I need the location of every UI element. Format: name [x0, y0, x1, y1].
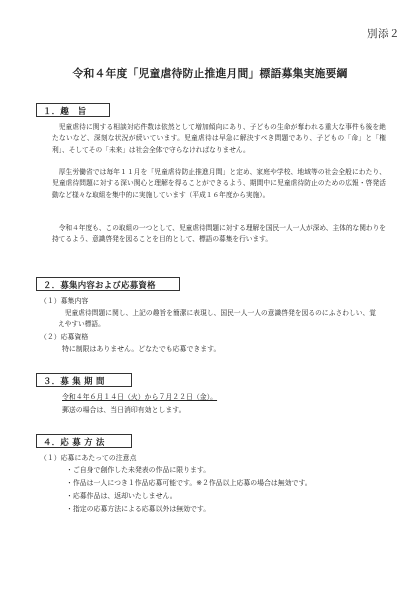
attachment-label: 別添２ — [367, 28, 400, 40]
purpose-paragraph-3: 令和４年度も、この取組の一つとして、児童虐待問題に対する理解を国民一人一人が深め、主体的な関わりを持てるよう、意識啓発を図ることを目的として、標語の募集を行います。 — [52, 224, 386, 244]
section-heading-period: ３．募 集 期 間 — [36, 373, 132, 387]
caution-item: ・作品は一人につき１作品応募可能です。※２作品以上応募の場合は無効です。 — [66, 479, 312, 487]
purpose-paragraph-2: 厚生労働省では毎年１１月を「児童虐待防止推進月間」と定め、家庭や学校、地域等の社会全般にわたり、児童虐待問題に対する深い関心と理解を得ることができるよう、期間中に児童虐待防止のための広報・啓発活動など様々な取組を集中的に実施しています（平成１６年度から実施）。 — [52, 168, 386, 199]
document-title: 令和４年度「児童虐待防止推進月間」標語募集実施要綱 — [72, 67, 348, 80]
eligibility-label: （２）応募資格 — [40, 333, 89, 341]
caution-item: ・指定の応募方法による応募以外は無効です。 — [66, 505, 211, 513]
content-text: 児童虐待問題に関し、上記の趣旨を簡潔に表現し、国民一人一人の意識啓発を図るのにふさわしい、覚えやすい標語。 — [58, 309, 376, 329]
eligibility-text: 特に制限はありません。どなたでも応募できます。 — [62, 345, 221, 353]
caution-item: ・応募作品は、返却いたしません。 — [66, 492, 177, 500]
section-heading-application-method: ４．応 募 方 法 — [36, 434, 132, 448]
section-heading-purpose: １．趣 旨 — [36, 103, 110, 117]
cautions-label: （１）応募にあたっての注意点 — [40, 454, 137, 462]
period-dates: 令和４年６月１４日（火）から７月２２日（金）。 — [62, 393, 218, 401]
period-note: 郵送の場合は、当日消印有効とします。 — [62, 406, 186, 414]
section-heading-content-eligibility: ２．募集内容および応募資格 — [36, 277, 180, 291]
content-label: （１）募集内容 — [40, 297, 89, 305]
purpose-paragraph-1: 児童虐待に関する相談対応件数は依然として増加傾向にあり、子どもの生命が奪われる重大な事件も後を絶たないなど、深刻な状況が続いています。児童虐待は早急に解決すべき問題であり、子どもの「命」と「権利」、そしてその「未来」は社会全体で守らなければなりません。 — [52, 123, 386, 154]
caution-item: ・ご自身で創作した未発表の作品に限ります。 — [66, 466, 211, 474]
